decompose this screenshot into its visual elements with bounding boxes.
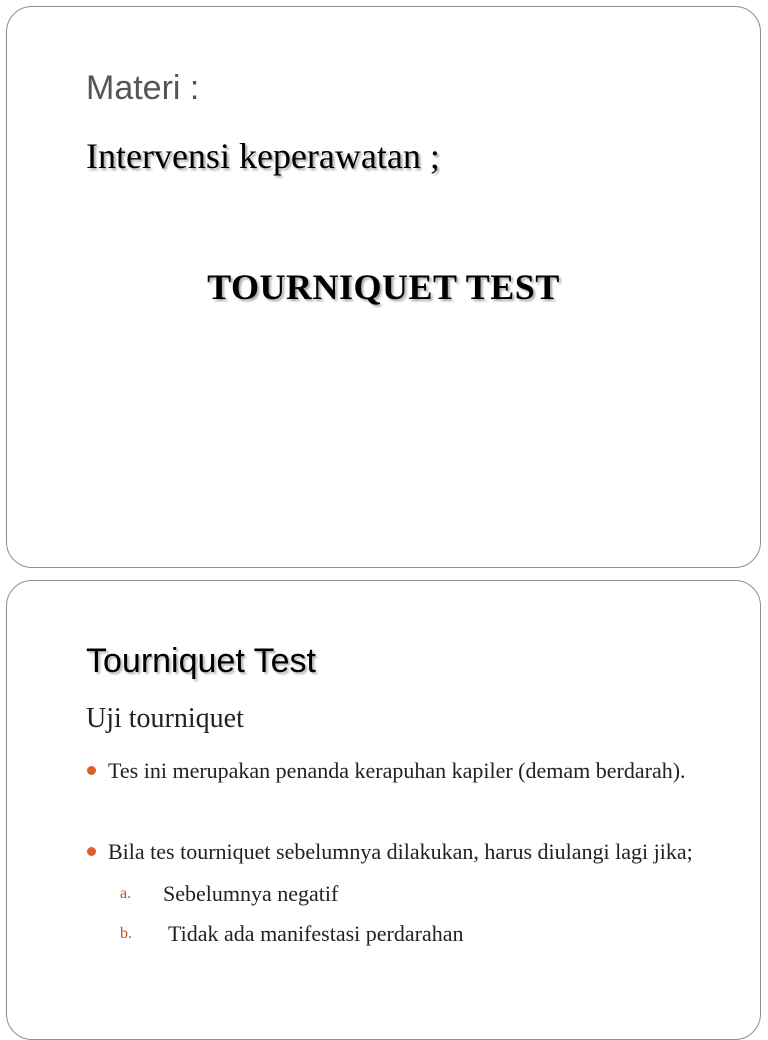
slide-1-title: TOURNIQUET TEST [207, 267, 560, 307]
sub-item-text: Sebelumnya negatif [163, 881, 339, 906]
bullet-list [87, 755, 722, 954]
sub-list [120, 874, 722, 954]
slide-1 [6, 6, 761, 568]
sub-item-marker: a. [120, 885, 132, 902]
slide-1-subtitle: Intervensi keperawatan ; [86, 136, 440, 176]
bullet-item [87, 755, 722, 787]
sub-item [120, 914, 722, 954]
bullet-dot-icon [87, 766, 96, 775]
bullet-text: Tes ini merupakan penanda kerapuhan kapiler (demam berdarah). [108, 758, 686, 783]
bullet-dot-icon [87, 847, 96, 856]
slide-2-subtitle: Uji tourniquet [86, 703, 244, 734]
materi-label: Materi : [86, 69, 200, 107]
sub-item [120, 874, 722, 914]
bullet-item [87, 836, 722, 954]
slide-2 [6, 580, 761, 1040]
sub-item-text: Tidak ada manifestasi perdarahan [168, 921, 464, 946]
slide-2-title: Tourniquet Test [86, 642, 316, 680]
bullet-text: Bila tes tourniquet sebelumnya dilakukan, harus diulangi lagi jika; [108, 839, 693, 864]
sub-item-marker: b. [120, 925, 132, 942]
